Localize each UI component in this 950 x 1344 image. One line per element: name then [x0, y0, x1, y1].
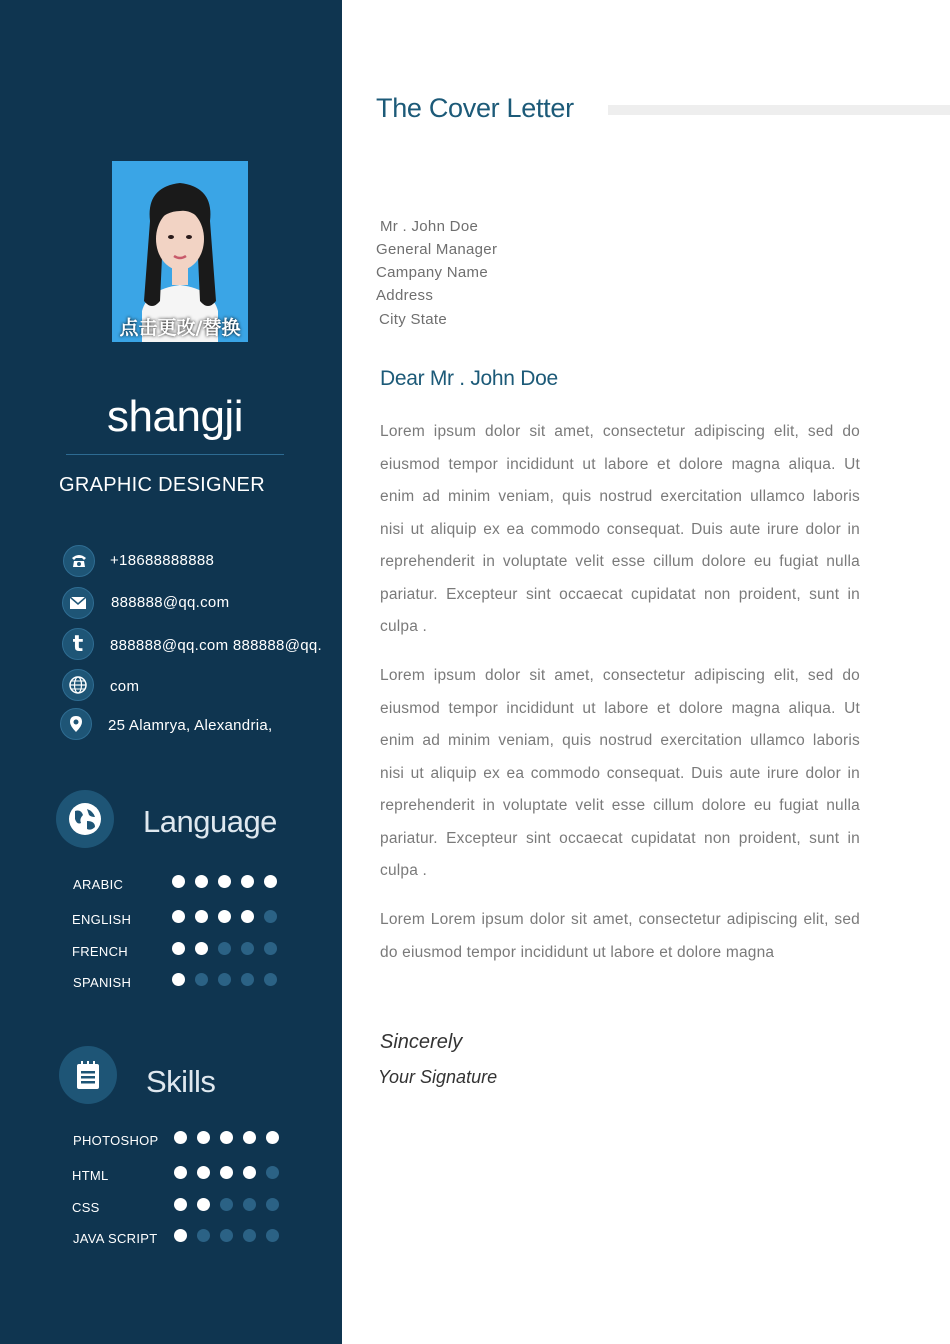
- language-label: SPANISH: [73, 975, 132, 990]
- rating-dot-filled: [218, 875, 231, 888]
- rating-dot-filled: [220, 1166, 233, 1179]
- contact-address: 25 Alamrya, Alexandria,: [108, 717, 273, 734]
- language-rating: [172, 973, 277, 986]
- rating-dot-empty: [266, 1166, 279, 1179]
- recipient-company: Campany Name: [376, 264, 488, 281]
- rating-dot-empty: [218, 973, 231, 986]
- contact-website[interactable]: com: [110, 678, 140, 695]
- mail-icon: [62, 587, 94, 619]
- candidate-name: shangji: [107, 392, 243, 441]
- rating-dot-empty: [266, 1198, 279, 1211]
- rating-dot-empty: [264, 910, 277, 923]
- rating-dot-empty: [197, 1229, 210, 1242]
- rating-dot-filled: [195, 910, 208, 923]
- rating-dot-empty: [266, 1229, 279, 1242]
- skill-label: CSS: [72, 1200, 100, 1215]
- rating-dot-empty: [220, 1198, 233, 1211]
- rating-dot-filled: [172, 910, 185, 923]
- phone-icon: [63, 545, 95, 577]
- letter-closing: Sincerely: [380, 1031, 463, 1053]
- language-rating: [172, 875, 277, 888]
- rating-dot-empty: [241, 942, 254, 955]
- recipient-address: Address: [376, 287, 434, 304]
- rating-dot-filled: [243, 1166, 256, 1179]
- language-title: Language: [143, 804, 277, 839]
- title-bar-decoration: [608, 105, 950, 115]
- skills-title: Skills: [146, 1064, 216, 1099]
- contact-phone[interactable]: +18688888888: [110, 552, 215, 569]
- skill-rating: [174, 1229, 279, 1242]
- rating-dot-empty: [243, 1198, 256, 1211]
- letter-paragraph-3: Lorem Lorem ipsum dolor sit amet, consectetur adipiscing elit, sed do eiusmod tempor incididunt ut labore et dolore magna: [380, 911, 860, 961]
- rating-dot-filled: [197, 1131, 210, 1144]
- rating-dot-filled: [172, 973, 185, 986]
- skill-rating: [174, 1131, 279, 1144]
- recipient-city: City State: [379, 311, 448, 328]
- rating-dot-empty: [241, 973, 254, 986]
- skill-label: JAVA SCRIPT: [73, 1231, 158, 1246]
- sidebar: [0, 0, 342, 1344]
- rating-dot-filled: [218, 910, 231, 923]
- skill-label: PHOTOSHOP: [73, 1133, 159, 1148]
- rating-dot-filled: [241, 875, 254, 888]
- rating-dot-filled: [174, 1131, 187, 1144]
- language-globe-icon: [56, 790, 114, 848]
- skill-rating: [174, 1166, 279, 1179]
- photo-caption: 点击更改/替换: [119, 317, 241, 339]
- rating-dot-filled: [195, 942, 208, 955]
- rating-dot-empty: [264, 942, 277, 955]
- rating-dot-filled: [172, 875, 185, 888]
- skill-label: HTML: [72, 1168, 109, 1183]
- language-rating: [172, 942, 277, 955]
- twitter-icon: t: [62, 628, 94, 660]
- rating-dot-empty: [243, 1229, 256, 1242]
- language-label: ENGLISH: [72, 912, 132, 927]
- letter-title: The Cover Letter: [376, 93, 574, 123]
- letter-paragraph-2: Lorem ipsum dolor sit amet, consectetur adipiscing elit, sed do eiusmod tempor incididunt ut labore et dolore magna aliqua. Ut enim ad minim veniam, quis nostrud exercitation ullamco laboris nisi ut aliquip ex ea commodo consequat. Duis aute irure dolor in reprehenderit in voluptate velit esse cillum dolore eu fugiat nulla pariatur. Excepteur sint occaecat cupidatat non proident, sunt in culpa .: [380, 667, 860, 879]
- rating-dot-filled: [220, 1131, 233, 1144]
- rating-dot-empty: [264, 973, 277, 986]
- rating-dot-filled: [195, 875, 208, 888]
- rating-dot-filled: [197, 1198, 210, 1211]
- notepad-icon: [59, 1046, 117, 1104]
- language-label: ARABIC: [73, 877, 124, 892]
- letter-greeting: Dear Mr . John Doe: [380, 367, 558, 390]
- rating-dot-empty: [220, 1229, 233, 1242]
- job-title: GRAPHIC DESIGNER: [59, 474, 265, 496]
- language-rating: [172, 910, 277, 923]
- rating-dot-filled: [264, 875, 277, 888]
- rating-dot-filled: [243, 1131, 256, 1144]
- letter-signature: Your Signature: [378, 1067, 498, 1087]
- name-divider: [66, 454, 284, 455]
- letter-paragraph-1: Lorem ipsum dolor sit amet, consectetur adipiscing elit, sed do eiusmod tempor incididunt ut labore et dolore magna aliqua. Ut enim ad minim veniam, quis nostrud exercitation ullamco laboris nisi ut aliquip ex ea commodo consequat. Duis aute irure dolor in reprehenderit in voluptate velit esse cillum dolore eu fugiat nulla pariatur. Excepteur sint occaecat cupidatat non proident, sunt in culpa .: [380, 423, 860, 635]
- location-icon: [60, 708, 92, 740]
- contact-twitter[interactable]: 888888@qq.com 888888@qq.: [110, 637, 322, 654]
- contact-email[interactable]: 888888@qq.com: [111, 594, 230, 611]
- rating-dot-filled: [266, 1131, 279, 1144]
- recipient-name: Mr . John Doe: [380, 218, 479, 235]
- rating-dot-empty: [218, 942, 231, 955]
- profile-photo[interactable]: [112, 161, 248, 342]
- rating-dot-empty: [195, 973, 208, 986]
- skill-rating: [174, 1198, 279, 1211]
- rating-dot-filled: [241, 910, 254, 923]
- rating-dot-filled: [197, 1166, 210, 1179]
- rating-dot-filled: [172, 942, 185, 955]
- rating-dot-filled: [174, 1166, 187, 1179]
- rating-dot-filled: [174, 1229, 187, 1242]
- rating-dot-filled: [174, 1198, 187, 1211]
- globe-icon: [62, 669, 94, 701]
- language-label: FRENCH: [72, 944, 128, 959]
- recipient-position: General Manager: [376, 241, 498, 258]
